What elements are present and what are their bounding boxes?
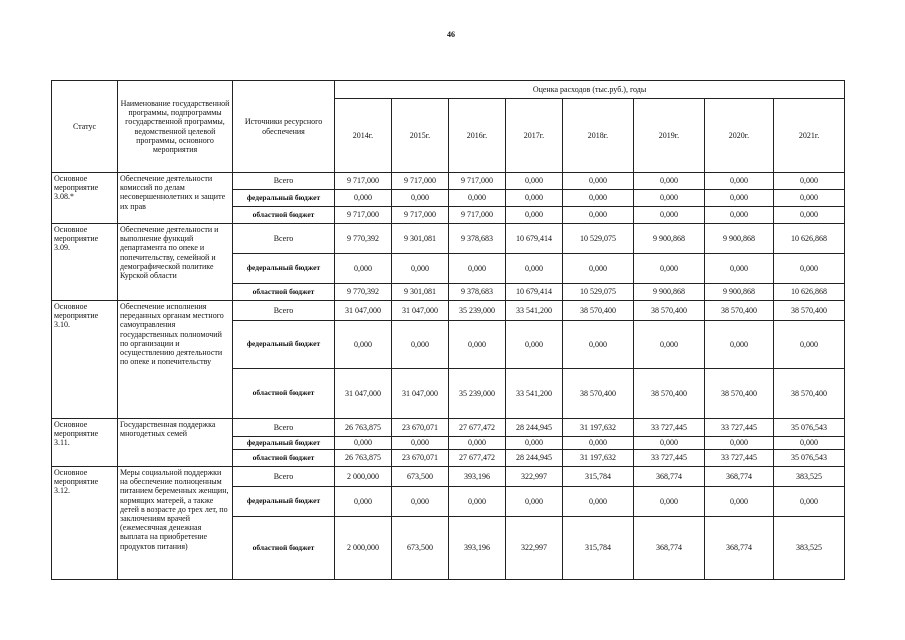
value-cell: 33 727,445 [634, 450, 705, 467]
row-status: Основное мероприятие 3.12. [52, 467, 118, 580]
row-name: Государственная поддержка многодетных семей [118, 419, 233, 467]
value-cell: 0,000 [335, 321, 392, 369]
value-cell: 9 301,081 [392, 224, 449, 254]
value-cell: 0,000 [705, 190, 774, 207]
header-year: 2014г. [335, 99, 392, 173]
value-cell: 0,000 [774, 173, 845, 190]
value-cell: 27 677,472 [449, 450, 506, 467]
value-cell: 673,500 [392, 517, 449, 580]
table-row [52, 467, 845, 487]
value-cell: 10 529,075 [563, 224, 634, 254]
value-cell: 0,000 [705, 487, 774, 517]
value-cell: 10 626,868 [774, 284, 845, 301]
value-cell: 0,000 [392, 437, 449, 450]
row-name: Обеспечение деятельности и выполнение функций департамента по опеке и попечительству, семейной и демографической политике Курской области [118, 224, 233, 301]
value-cell: 0,000 [392, 487, 449, 517]
value-cell: 0,000 [563, 487, 634, 517]
header-year: 2020г. [705, 99, 774, 173]
value-cell: 0,000 [774, 437, 845, 450]
value-cell: 9 717,000 [335, 173, 392, 190]
value-cell: 368,774 [705, 517, 774, 580]
value-cell: 0,000 [774, 207, 845, 224]
value-cell: 9 900,868 [705, 284, 774, 301]
row-source: федеральный бюджет [233, 254, 335, 284]
header-year: 2019г. [634, 99, 705, 173]
value-cell: 383,525 [774, 467, 845, 487]
value-cell: 0,000 [634, 173, 705, 190]
value-cell: 322,997 [506, 517, 563, 580]
header-year: 2015г. [392, 99, 449, 173]
value-cell: 38 570,400 [634, 369, 705, 419]
header-status: Статус [52, 81, 118, 173]
row-source: Всего [233, 467, 335, 487]
value-cell: 38 570,400 [563, 301, 634, 321]
value-cell: 28 244,945 [506, 419, 563, 437]
row-source: областной бюджет [233, 517, 335, 580]
header-estimate: Оценка расходов (тыс.руб.), годы [335, 81, 845, 99]
value-cell: 26 763,875 [335, 419, 392, 437]
header-year: 2017г. [506, 99, 563, 173]
value-cell: 0,000 [705, 321, 774, 369]
value-cell: 23 670,071 [392, 450, 449, 467]
value-cell: 322,997 [506, 467, 563, 487]
row-source: федеральный бюджет [233, 321, 335, 369]
value-cell: 0,000 [506, 190, 563, 207]
table-body [52, 173, 845, 580]
value-cell: 0,000 [774, 487, 845, 517]
value-cell: 9 770,392 [335, 224, 392, 254]
row-source: федеральный бюджет [233, 190, 335, 207]
table-row [52, 173, 845, 190]
value-cell: 31 197,632 [563, 450, 634, 467]
row-name: Меры социальной поддержки на обеспечение полноценным питанием беременных женщин, кормящих матерей, а также детей в возрасте до трех лет, по заключениям врачей (ежемесячная денежная выплата на приобретение продуктов питания) [118, 467, 233, 580]
row-source: Всего [233, 301, 335, 321]
value-cell: 10 679,414 [506, 224, 563, 254]
value-cell: 33 727,445 [705, 450, 774, 467]
row-source: федеральный бюджет [233, 487, 335, 517]
value-cell: 393,196 [449, 517, 506, 580]
value-cell: 0,000 [449, 487, 506, 517]
value-cell: 10 679,414 [506, 284, 563, 301]
value-cell: 0,000 [392, 321, 449, 369]
value-cell: 31 047,000 [392, 301, 449, 321]
value-cell: 315,784 [563, 467, 634, 487]
value-cell: 0,000 [705, 173, 774, 190]
value-cell: 0,000 [634, 254, 705, 284]
value-cell: 0,000 [506, 254, 563, 284]
value-cell: 0,000 [506, 207, 563, 224]
value-cell: 9 717,000 [449, 173, 506, 190]
value-cell: 9 378,683 [449, 284, 506, 301]
value-cell: 35 239,000 [449, 369, 506, 419]
value-cell: 35 239,000 [449, 301, 506, 321]
value-cell: 2 000,000 [335, 517, 392, 580]
row-name: Обеспечение деятельности комиссий по делам несовершеннолетних и защите их прав [118, 173, 233, 224]
value-cell: 0,000 [774, 254, 845, 284]
value-cell: 0,000 [634, 487, 705, 517]
value-cell: 0,000 [634, 321, 705, 369]
value-cell: 0,000 [563, 173, 634, 190]
value-cell: 38 570,400 [563, 369, 634, 419]
value-cell: 0,000 [563, 207, 634, 224]
value-cell: 38 570,400 [705, 301, 774, 321]
value-cell: 0,000 [392, 254, 449, 284]
value-cell: 0,000 [634, 437, 705, 450]
value-cell: 368,774 [634, 467, 705, 487]
page-number: 46 [447, 30, 455, 39]
value-cell: 0,000 [506, 487, 563, 517]
value-cell: 9 301,081 [392, 284, 449, 301]
budget-table [51, 80, 845, 580]
header-year: 2016г. [449, 99, 506, 173]
value-cell: 10 626,868 [774, 224, 845, 254]
row-source: областной бюджет [233, 284, 335, 301]
value-cell: 0,000 [634, 207, 705, 224]
row-status: Основное мероприятие 3.10. [52, 301, 118, 419]
value-cell: 2 000,000 [335, 467, 392, 487]
value-cell: 33 727,445 [634, 419, 705, 437]
header-name: Наименование государственной программы, подпрограммы государственной программы, ведомственной целевой программы, основного мероприятия [118, 81, 233, 173]
value-cell: 315,784 [563, 517, 634, 580]
value-cell: 0,000 [705, 207, 774, 224]
value-cell: 0,000 [449, 437, 506, 450]
value-cell: 0,000 [449, 190, 506, 207]
value-cell: 9 770,392 [335, 284, 392, 301]
value-cell: 9 717,000 [335, 207, 392, 224]
row-source: областной бюджет [233, 369, 335, 419]
value-cell: 10 529,075 [563, 284, 634, 301]
value-cell: 393,196 [449, 467, 506, 487]
value-cell: 9 900,868 [705, 224, 774, 254]
value-cell: 0,000 [506, 173, 563, 190]
row-source: областной бюджет [233, 207, 335, 224]
header-year: 2021г. [774, 99, 845, 173]
row-status: Основное мероприятие 3.11. [52, 419, 118, 467]
value-cell: 0,000 [335, 190, 392, 207]
value-cell: 383,525 [774, 517, 845, 580]
value-cell: 9 900,868 [634, 224, 705, 254]
value-cell: 0,000 [335, 437, 392, 450]
value-cell: 23 670,071 [392, 419, 449, 437]
row-source: Всего [233, 419, 335, 437]
value-cell: 31 047,000 [335, 369, 392, 419]
value-cell: 26 763,875 [335, 450, 392, 467]
value-cell: 38 570,400 [774, 301, 845, 321]
value-cell: 0,000 [705, 254, 774, 284]
table-row [52, 419, 845, 437]
value-cell: 0,000 [563, 254, 634, 284]
value-cell: 33 727,445 [705, 419, 774, 437]
row-status: Основное мероприятие 3.09. [52, 224, 118, 301]
value-cell: 0,000 [506, 437, 563, 450]
value-cell: 31 197,632 [563, 419, 634, 437]
header-year: 2018г. [563, 99, 634, 173]
row-source: Всего [233, 173, 335, 190]
value-cell: 9 378,683 [449, 224, 506, 254]
value-cell: 33 541,200 [506, 369, 563, 419]
value-cell: 35 076,543 [774, 450, 845, 467]
value-cell: 368,774 [634, 517, 705, 580]
value-cell: 0,000 [392, 190, 449, 207]
value-cell: 38 570,400 [774, 369, 845, 419]
value-cell: 0,000 [563, 190, 634, 207]
value-cell: 368,774 [705, 467, 774, 487]
value-cell: 33 541,200 [506, 301, 563, 321]
value-cell: 35 076,543 [774, 419, 845, 437]
value-cell: 0,000 [774, 321, 845, 369]
row-source: Всего [233, 224, 335, 254]
row-status: Основное мероприятие 3.08.* [52, 173, 118, 224]
value-cell: 0,000 [449, 254, 506, 284]
row-source: областной бюджет [233, 450, 335, 467]
value-cell: 0,000 [506, 321, 563, 369]
value-cell: 0,000 [335, 254, 392, 284]
header-sources: Источники ресурсного обеспечения [233, 81, 335, 173]
value-cell: 0,000 [563, 321, 634, 369]
table-row [52, 301, 845, 321]
value-cell: 0,000 [774, 190, 845, 207]
value-cell: 28 244,945 [506, 450, 563, 467]
row-source: федеральный бюджет [233, 437, 335, 450]
value-cell: 31 047,000 [335, 301, 392, 321]
row-name: Обеспечение исполнения переданных органам местного самоуправления государственных полномочий по организации и осуществлению деятельности по опеке и попечительству [118, 301, 233, 419]
value-cell: 38 570,400 [705, 369, 774, 419]
value-cell: 0,000 [563, 437, 634, 450]
value-cell: 27 677,472 [449, 419, 506, 437]
value-cell: 0,000 [634, 190, 705, 207]
value-cell: 9 717,000 [392, 207, 449, 224]
value-cell: 9 900,868 [634, 284, 705, 301]
value-cell: 673,500 [392, 467, 449, 487]
value-cell: 0,000 [449, 321, 506, 369]
value-cell: 31 047,000 [392, 369, 449, 419]
value-cell: 9 717,000 [449, 207, 506, 224]
value-cell: 9 717,000 [392, 173, 449, 190]
table-row [52, 224, 845, 254]
value-cell: 38 570,400 [634, 301, 705, 321]
value-cell: 0,000 [705, 437, 774, 450]
value-cell: 0,000 [335, 487, 392, 517]
